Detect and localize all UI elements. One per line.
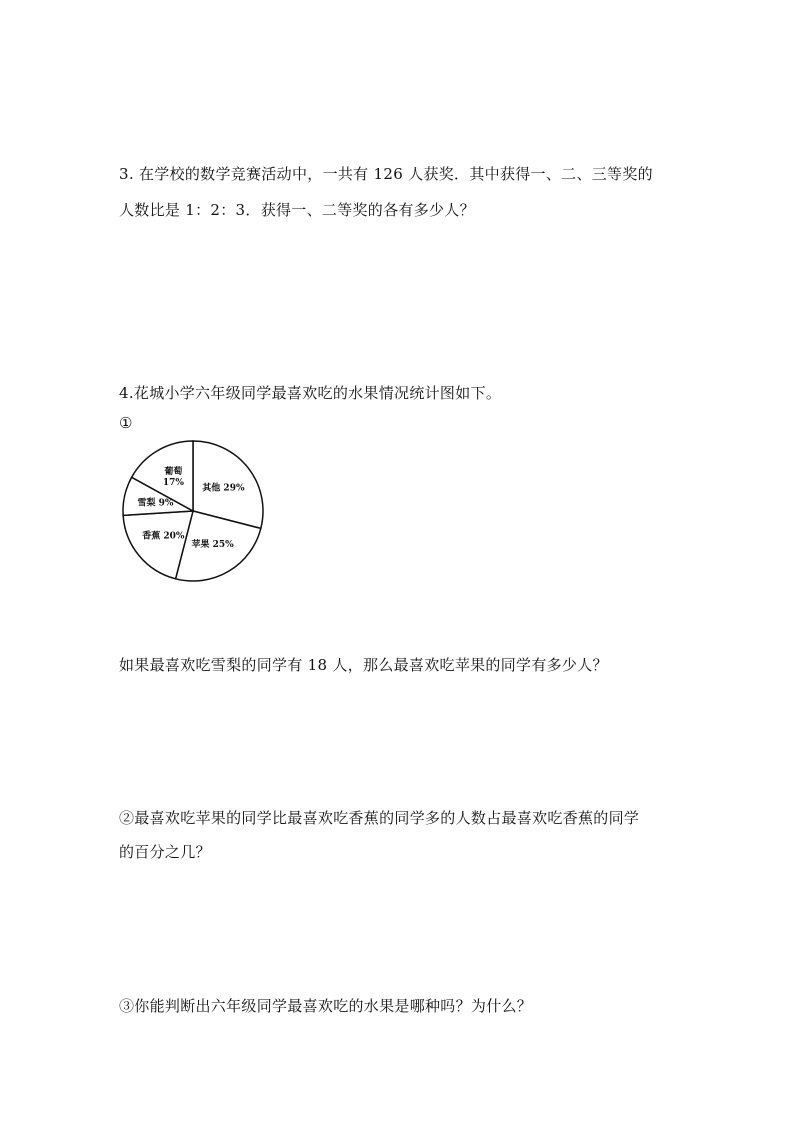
pie-slice-label-1: 苹果 25% (191, 540, 234, 551)
pie-slice-label-2: 香蕉 20% (142, 531, 185, 542)
q4-sub1-marker: ① (119, 414, 133, 432)
q4-sub2-line-2: 的百分之几？ (119, 843, 211, 861)
fruit-pie-chart (118, 436, 268, 586)
pie-slice-label-0: 其他 29% (202, 483, 245, 494)
q4-sub2-line-1: ②最喜欢吃苹果的同学比最喜欢吃香蕉的同学多的人数占最喜欢吃香蕉的同学 (119, 809, 640, 827)
q3-line-1: 3. 在学校的数学竞赛活动中，一共有 126 人获奖．其中获得一、二、三等奖的 (119, 165, 653, 183)
pie-slice-label-4: 葡萄 17% (162, 466, 184, 488)
q3-line-2: 人数比是 1：2：3．获得一、二等奖的各有多少人？ (119, 201, 475, 219)
pie-slice-label-3: 雪梨 9% (137, 498, 174, 509)
q4-sub1-question: 如果最喜欢吃雪梨的同学有 18 人，那么最喜欢吃苹果的同学有多少人？ (119, 656, 608, 674)
q4-intro: 4.花城小学六年级同学最喜欢吃的水果情况统计图如下。 (119, 384, 502, 402)
q4-sub3: ③你能判断出六年级同学最喜欢吃的水果是哪种吗？为什么？ (119, 997, 533, 1015)
